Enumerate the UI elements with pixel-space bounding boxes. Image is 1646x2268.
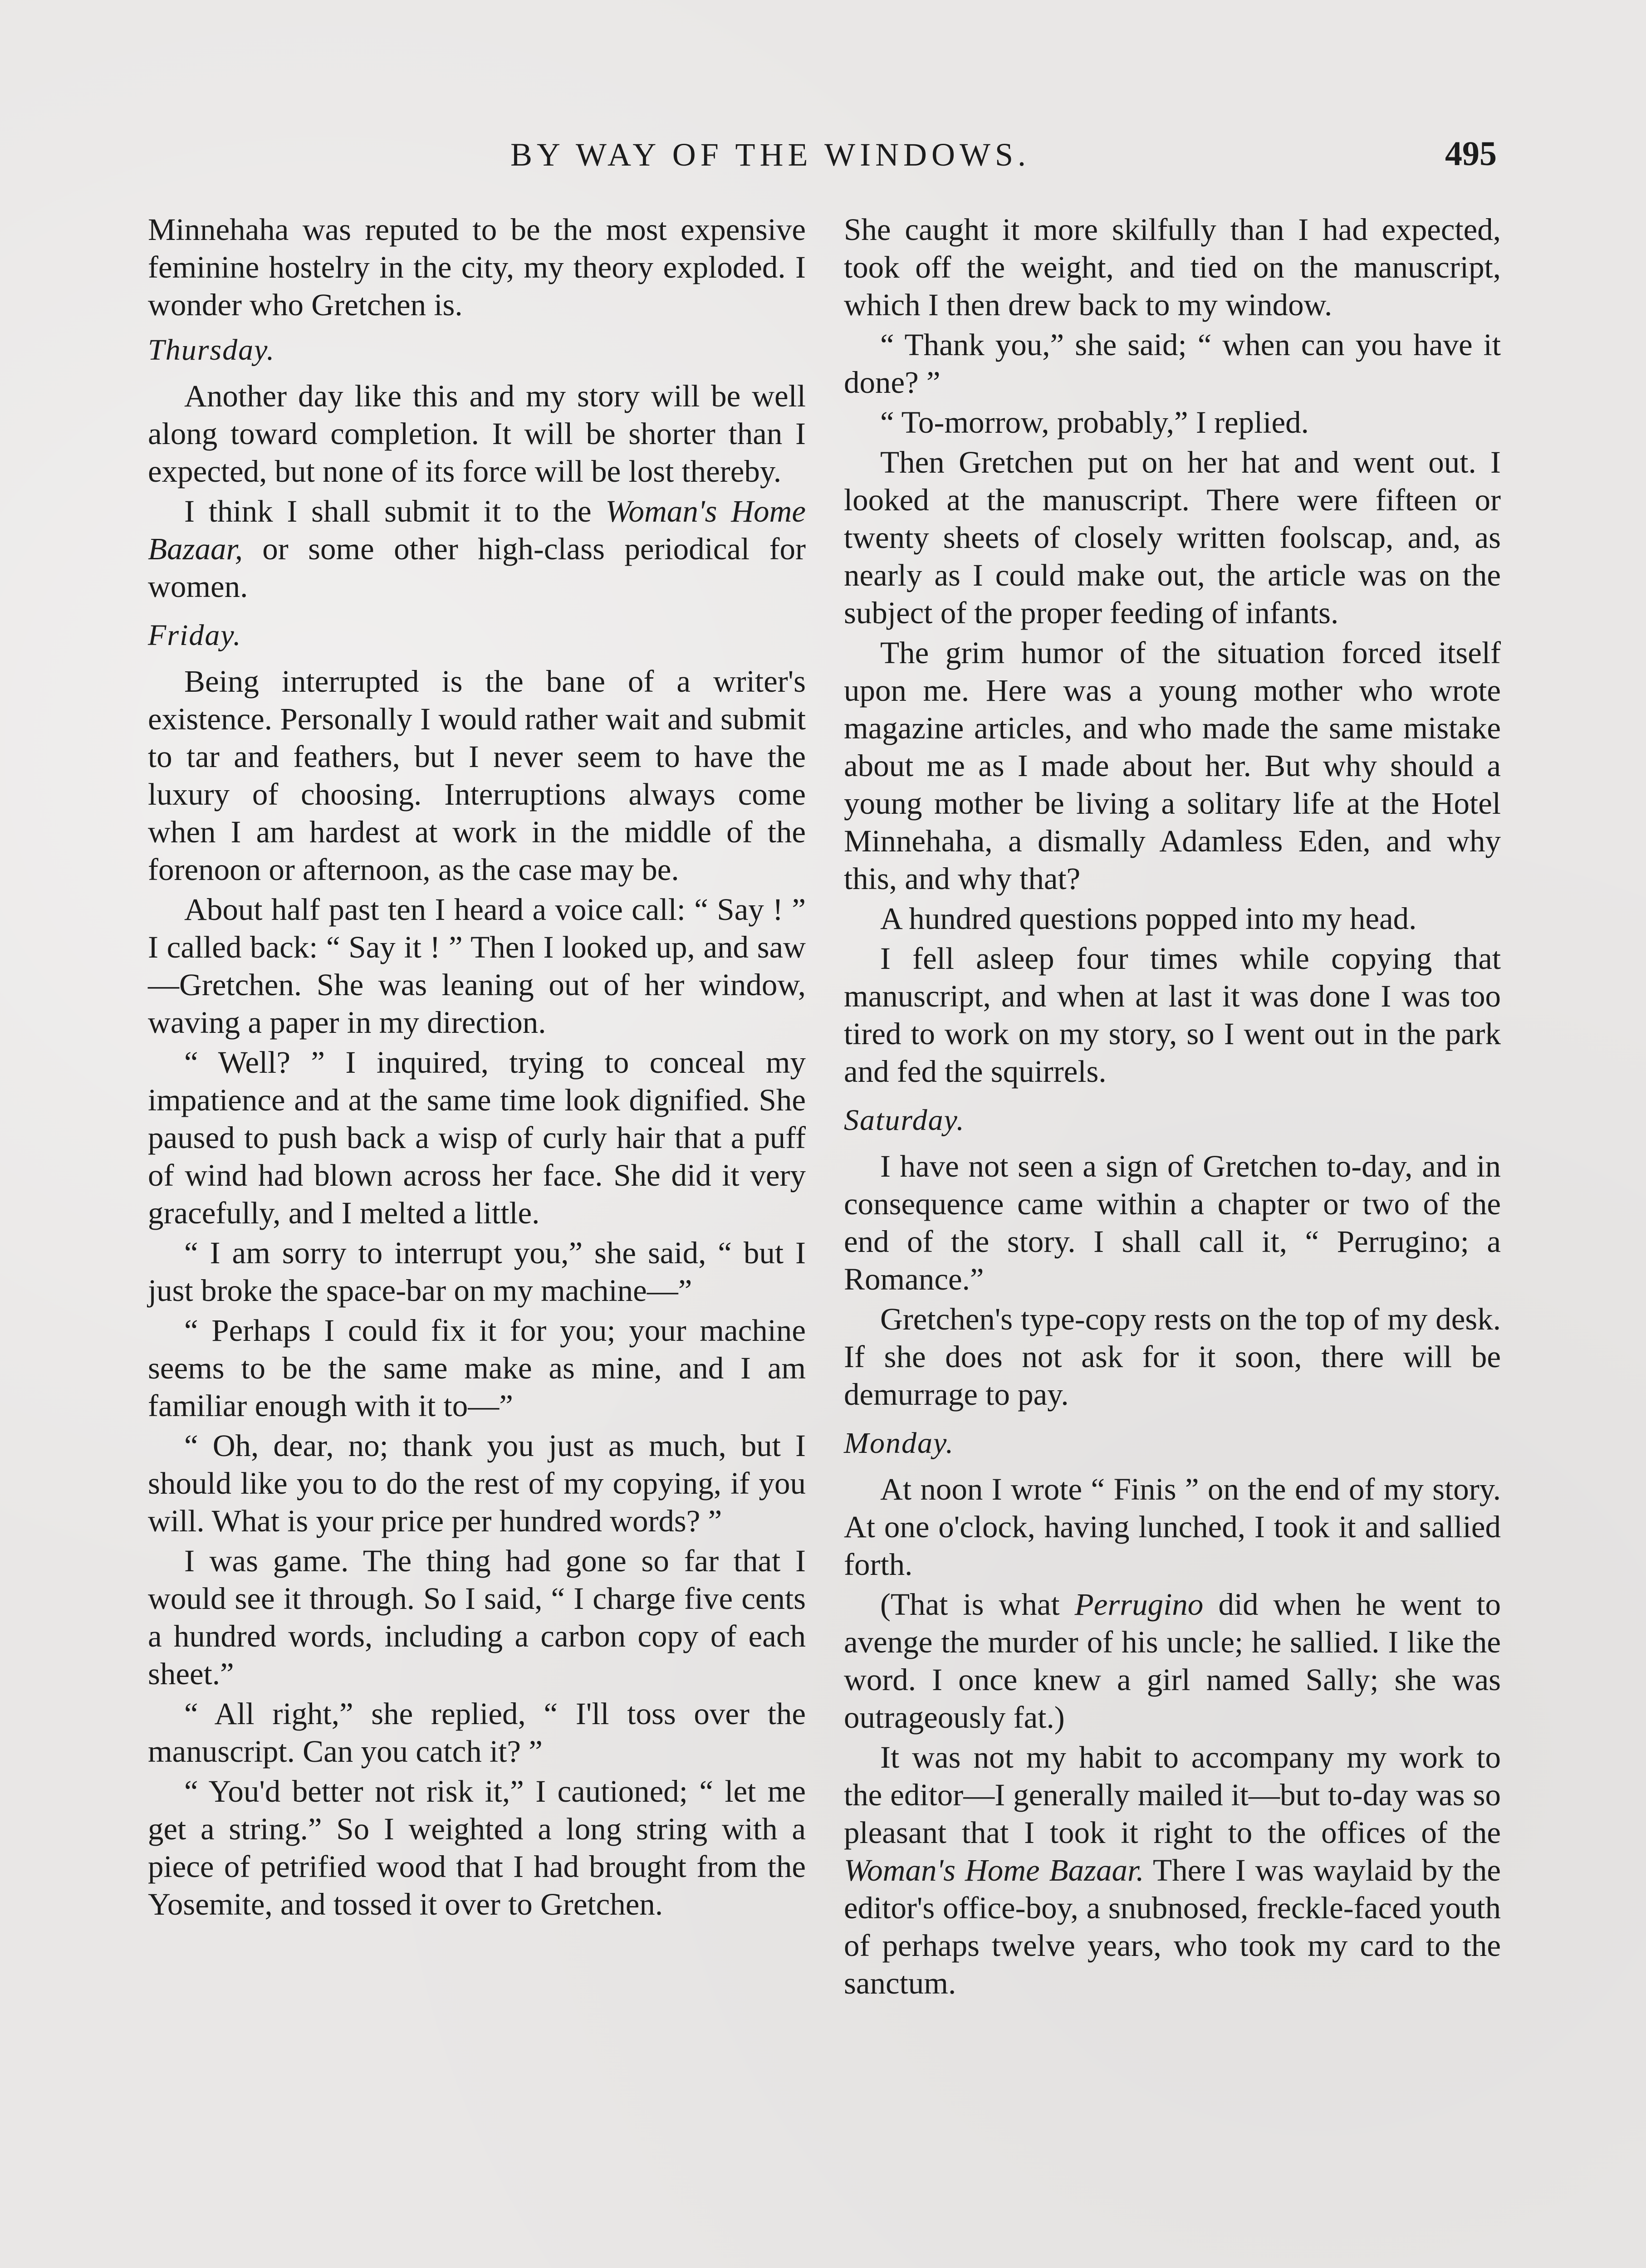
paragraph: I fell asleep four times while copying that manuscript, and when at last it was done I was too tired to work on my story, so I went out in the park and fed the squirrels. [844, 941, 1501, 1089]
paragraph: “ I am sorry to interrupt you,” she said, “ but I just broke the space-bar on my machine—” [148, 1236, 806, 1308]
magazine-title: Woman's Home Bazaar, [148, 494, 806, 566]
paragraph: At noon I wrote “ Finis ” on the end of my story. At one o'clock, having lunched, I took it and sallied forth. [844, 1472, 1501, 1582]
paragraph: Gretchen's type-copy rests on the top of my desk. If she does not ask for it soon, there will be demurrage to pay. [844, 1302, 1501, 1412]
section-heading-monday: Monday. [844, 1427, 955, 1460]
paragraph [844, 1739, 1501, 2002]
section-heading-saturday: Saturday. [844, 1104, 965, 1137]
page-number: 495 [1445, 135, 1497, 173]
paragraph: The grim humor of the situation forced itself upon me. Here was a young mother who wrote magazine articles, and who made the same mistake about me as I made about her. But why should a young mother be living a solitary life at the Hotel Minnehaha, a dismally Adamless Eden, and why this, and why that? [844, 635, 1501, 896]
paragraph-text: I think I shall submit it to the [184, 494, 606, 528]
paragraph: Minnehaha was reputed to be the most expensive feminine hostelry in the city, my theory exploded. I wonder who Gretchen is. [148, 212, 806, 322]
paragraph [844, 1586, 1501, 1736]
paragraph-text: did when he went to avenge the murder of his uncle; he sallied. I like the word. I once knew a girl named Sally; she was outrageously fat.) [844, 1587, 1501, 1735]
left-column [148, 211, 806, 1926]
paragraph: A hundred questions popped into my head. [880, 901, 1417, 936]
paragraph: “ All right,” she replied, “ I'll toss over the manuscript. Can you catch it? ” [148, 1696, 806, 1769]
paragraph: “ Thank you,” she said; “ when can you have it done? ” [844, 327, 1501, 400]
paragraph [148, 493, 806, 606]
magazine-title: Woman's Home Bazaar. [844, 1853, 1144, 1887]
paragraph: “ To-morrow, probably,” I replied. [880, 405, 1309, 440]
paragraph-text: There I was waylaid by the editor's office-boy, a snubnosed, freckle-faced youth of perhaps twelve years, who took my card to the sanctum. [844, 1853, 1501, 2000]
paragraph: I have not seen a sign of Gretchen to-day, and in consequence came within a chapter or two of the end of the story. I shall call it, “ Perrugino; a Romance.” [844, 1149, 1501, 1296]
paragraph: Being interrupted is the bane of a writer's existence. Personally I would rather wait and submit to tar and feathers, but I never seem to have the luxury of choosing. Interruptions always come when I am hardest at work in the middle of the forenoon or afternoon, as the case may be. [148, 664, 806, 887]
section-heading-friday: Friday. [148, 619, 242, 652]
paragraph: About half past ten I heard a voice call: “ Say ! ” I called back: “ Say it ! ” Then I looked up, and saw—Gretchen. She was leaning out of her window, waving a paper in my direction. [148, 892, 806, 1040]
paragraph: “ Well? ” I inquired, trying to conceal my impatience and at the same time look dignified. She paused to push back a wisp of curly hair that a puff of wind had blown across her face. She did it very gracefully, and I melted a little. [148, 1045, 806, 1230]
paragraph: Then Gretchen put on her hat and went out. I looked at the manuscript. There were fifteen or twenty sheets of closely written foolscap, and, as nearly as I could make out, the article was on the subject of the proper feeding of infants. [844, 445, 1501, 630]
paragraph: “ Perhaps I could fix it for you; your machine seems to be the same make as mine, and I am familiar enough with it to—” [148, 1313, 806, 1423]
paragraph-text: or some other high-class periodical for women. [148, 532, 806, 604]
paragraph-text: (That is what [880, 1587, 1075, 1622]
running-title: BY WAY OF THE WINDOWS. [510, 137, 1031, 173]
character-name: Perrugino [1074, 1587, 1204, 1622]
paragraph: “ You'd better not risk it,” I cautioned; “ let me get a string.” So I weighted a long string with a piece of petrified wood that I had brought from the Yosemite, and tossed it over to Gretchen. [148, 1774, 806, 1921]
paragraph: She caught it more skilfully than I had expected, took off the weight, and tied on the manuscript, which I then drew back to my window. [844, 212, 1501, 322]
right-column [844, 211, 1501, 2004]
paragraph: I was game. The thing had gone so far that I would see it through. So I said, “ I charge five cents a hundred words, including a carbon copy of each sheet.” [148, 1544, 806, 1691]
section-heading-thursday: Thursday. [148, 333, 275, 367]
paragraph-text: It was not my habit to accompany my work to the editor—I generally mailed it—but to-day was so pleasant that I took it right to the offices of the [844, 1740, 1501, 1850]
paragraph: Another day like this and my story will be well along toward completion. It will be shorter than I expected, but none of its force will be lost thereby. [148, 379, 806, 489]
paragraph: “ Oh, dear, no; thank you just as much, but I should like you to do the rest of my copying, if you will. What is your price per hundred words? ” [148, 1428, 806, 1538]
